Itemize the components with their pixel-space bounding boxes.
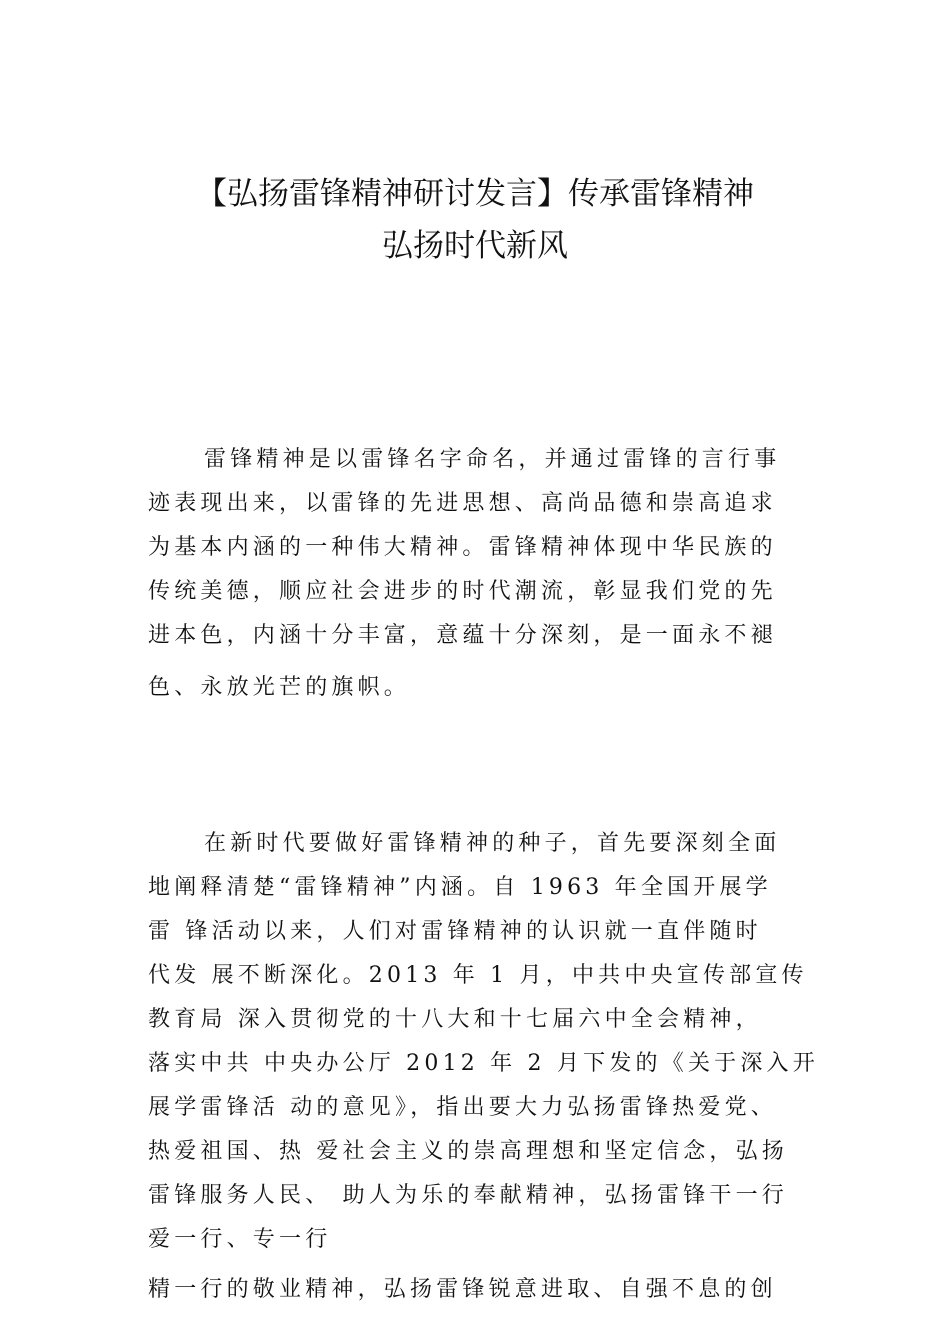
paragraph-3 [148, 1268, 818, 1312]
paragraph-line: 在新时代要做好雷锋精神的种子，首先要深刻全面 [204, 831, 781, 856]
title-line-2: 弘扬时代新风 [382, 228, 568, 264]
paragraph-line: 雷 锋活动以来，人们对雷锋精神的认识就一直伴随时 [148, 919, 762, 944]
paragraph-1 [148, 438, 818, 710]
title-line-1: 【弘扬雷锋精神研讨发言】传承雷锋精神 [196, 176, 754, 212]
paragraph-line: 进本色，内涵十分丰富，意蕴十分深刻，是一面永不褪 [148, 623, 777, 648]
paragraph-line: 爱一行、专一行 [148, 1227, 332, 1252]
paragraph-2 [148, 822, 818, 1262]
paragraph-line: 迹表现出来，以雷锋的先进思想、高尚品德和崇高追求 [148, 491, 777, 516]
paragraph-line: 教育局 深入贯彻党的十八大和十七届六中全会精神， [148, 1007, 762, 1032]
paragraph-line: 色、永放光芒的旗帜。 [148, 675, 411, 700]
paragraph-line: 雷锋精神是以雷锋名字命名，并通过雷锋的言行事 [204, 447, 781, 472]
paragraph-line: 为基本内涵的一种伟大精神。雷锋精神体现中华民族的 [148, 535, 777, 560]
paragraph-line: 雷锋服务人民、 助人为乐的奉献精神，弘扬雷锋干一行 [148, 1183, 788, 1208]
paragraph-line: 落实中共 中央办公厅 2012 年 2 月下发的《关于深入开 [148, 1051, 819, 1076]
document-title [120, 168, 830, 272]
paragraph-line: 精一行的敬业精神，弘扬雷锋锐意进取、自强不息的创 [148, 1277, 777, 1302]
paragraph-line: 代发 展不断深化。2013 年 1 月，中共中央宣传部宣传 [148, 963, 808, 988]
paragraph-line: 热爱祖国、热 爱社会主义的崇高理想和坚定信念，弘扬 [148, 1139, 788, 1164]
paragraph-line: 展学雷锋活 动的意见》，指出要大力弘扬雷锋热爱党、 [148, 1095, 777, 1120]
paragraph-line: 传统美德，顺应社会进步的时代潮流，彰显我们党的先 [148, 579, 777, 604]
paragraph-line: 地阐释清楚“雷锋精神”内涵。自 1963 年全国开展学 [148, 875, 772, 900]
